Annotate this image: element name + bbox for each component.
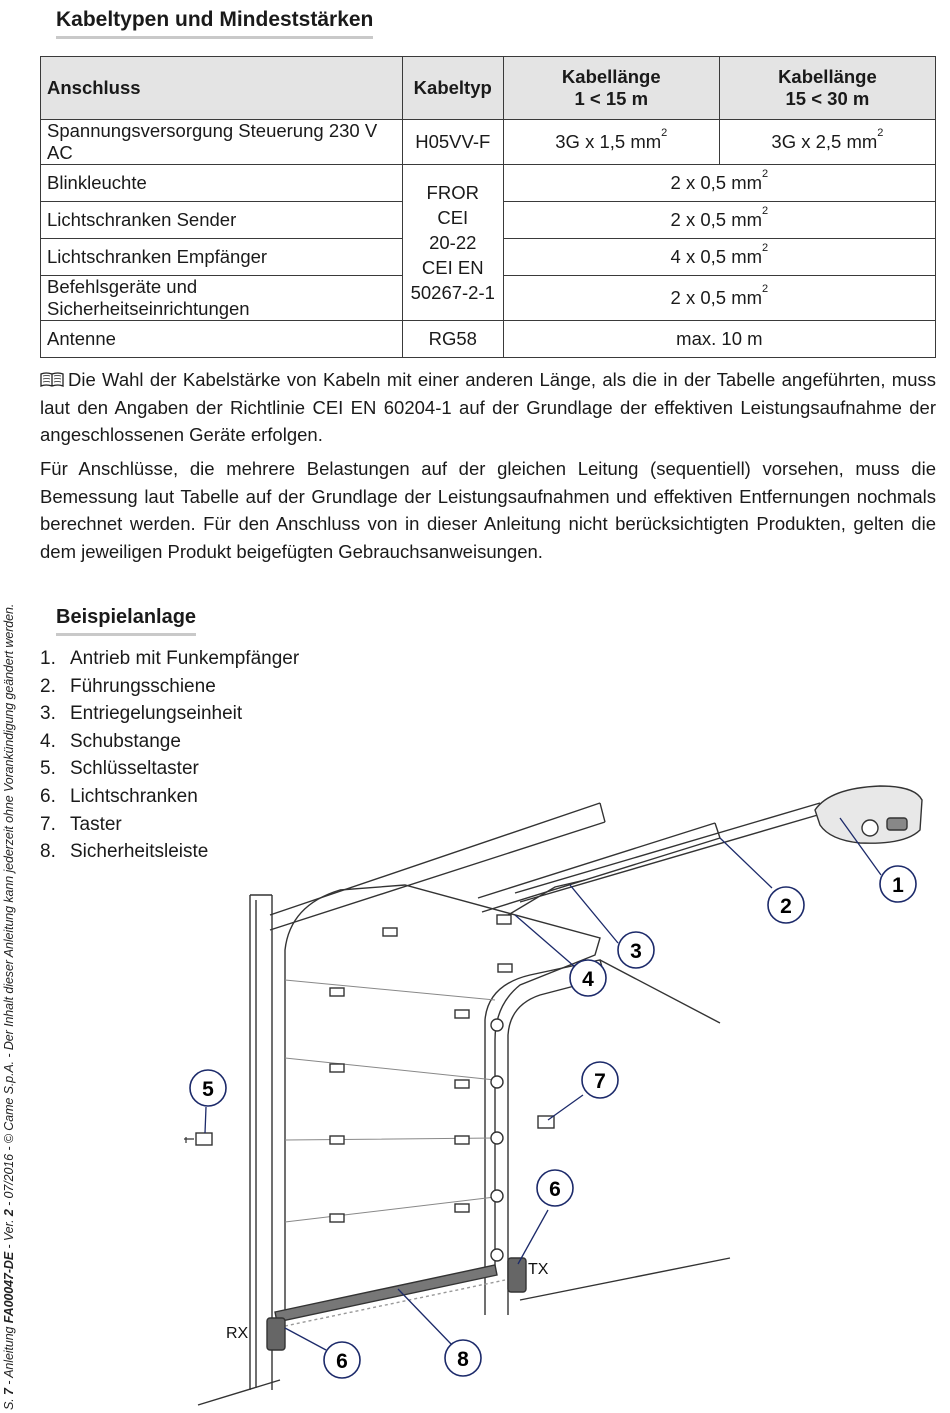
item-label: Taster	[70, 813, 122, 835]
item-number: 2.	[40, 675, 56, 697]
cell-connection: Spannungsversorgung Steuerung 230 V AC	[41, 120, 403, 165]
item-number: 1.	[40, 648, 56, 669]
cable-table	[40, 56, 936, 358]
item-label: Führungsschiene	[70, 675, 216, 697]
book-icon	[40, 372, 64, 388]
note-paragraph	[40, 366, 936, 449]
header-length-long-l1: Kabellänge	[778, 66, 877, 87]
header-length-short	[503, 57, 719, 120]
cell-connection: Befehlsgeräte und Sicherheitseinrichtungen	[41, 276, 403, 321]
cell-connection: Lichtschranken Empfänger	[41, 239, 403, 276]
cell-len2	[719, 120, 935, 165]
cell-value-merged	[503, 165, 935, 202]
item-label: Antrieb mit Funkempfänger	[70, 648, 300, 669]
cell-connection: Lichtschranken Sender	[41, 202, 403, 239]
header-length-short-l2: 1 < 15 m	[574, 88, 649, 109]
note-text: Die Wahl der Kabelstärke von Kabeln mit einer anderen Länge, als die in der Tabelle angeführten, muss laut den Angaben der Richtlinie CEI EN 60204-1 auf der Grundlage der effektiven Leistungsaufnahme der angeschlossenen Geräte erfolgen.	[40, 369, 936, 445]
callout-1: 1	[892, 874, 904, 897]
safety-edge	[275, 1265, 497, 1322]
tx-label: TX	[528, 1261, 549, 1278]
list-item	[40, 728, 299, 756]
operator-panel	[887, 818, 907, 830]
item-label: Sicherheitsleiste	[70, 841, 209, 863]
item-number: 6.	[40, 785, 56, 807]
callout-6-rx: 6	[336, 1350, 348, 1373]
callout-5: 5	[202, 1078, 214, 1101]
door-rollers	[491, 1019, 503, 1261]
superscript: 2	[661, 127, 668, 139]
header-length-short-l1: Kabellänge	[561, 66, 661, 87]
shared-type-l3: CEI EN	[421, 257, 484, 278]
garage-structure	[184, 786, 922, 1405]
superscript: 2	[762, 242, 769, 254]
callout-2: 2	[780, 895, 792, 918]
rail-guide-line	[600, 960, 720, 1023]
item-number: 3.	[40, 703, 56, 725]
list-item	[40, 645, 299, 673]
cell-value: 2 x 0,5 mm	[670, 172, 763, 193]
item-number: 5.	[40, 758, 56, 780]
item-number: 8.	[40, 841, 56, 863]
superscript: 2	[762, 205, 769, 217]
cell-value: 3G x 1,5 mm	[555, 131, 662, 152]
cell-type: RG58	[402, 321, 503, 358]
superscript: 2	[762, 283, 769, 295]
rod-bracket	[497, 915, 511, 924]
page-number: 7	[2, 1388, 16, 1396]
table-header-row	[41, 57, 936, 120]
sidebar-sep: - Anleitung	[2, 1323, 16, 1389]
header-cable-type: Kabeltyp	[402, 57, 503, 120]
version-number: 2	[2, 1209, 16, 1217]
ceiling-beam	[270, 803, 605, 930]
cell-value-merged: max. 10 m	[503, 321, 935, 358]
cell-value-merged	[503, 276, 935, 321]
header-length-long	[719, 57, 935, 120]
cell-value: 2 x 0,5 mm	[670, 209, 763, 230]
photocell-tx	[508, 1258, 526, 1292]
shared-type-l2: 20-22	[429, 232, 477, 253]
list-item	[40, 700, 299, 728]
key-icon	[184, 1137, 194, 1143]
cell-value: 3G x 2,5 mm	[771, 131, 878, 152]
manual-code: FA00047-DE	[2, 1251, 16, 1324]
example-section-title: Beispielanlage	[56, 606, 196, 636]
cell-value: 4 x 0,5 mm	[670, 246, 763, 267]
table-row	[41, 321, 936, 358]
left-post	[250, 895, 272, 1390]
cell-shared-type	[402, 165, 503, 321]
table-row	[41, 120, 936, 165]
item-label: Schubstange	[70, 730, 181, 752]
cell-value-merged	[503, 239, 935, 276]
copyright-text: - 07/2016 - © Came S.p.A. - Der Inhalt dieser Anleitung kann jederzeit ohne Vorankündigung geändert werden.	[2, 603, 16, 1210]
cell-type: H05VV-F	[402, 120, 503, 165]
shared-type-l4: 50267-2-1	[410, 282, 495, 303]
header-connection: Anschluss	[41, 57, 403, 120]
cell-value-merged	[503, 202, 935, 239]
rx-label: RX	[226, 1325, 249, 1342]
cable-section-title: Kabeltypen und Mindeststärken	[56, 8, 373, 39]
callout-8: 8	[457, 1348, 469, 1371]
body-paragraph: Für Anschlüsse, die mehrere Belastungen auf der gleichen Leitung (sequentiell) vorsehen, muss die Bemessung laut Tabelle auf der Grundlage der Leistungsaufnahmen und effektiven Entfernungen nochmals berechnet werden. Für den Anschluss von in dieser Anleitung nicht berücksichtigten Produkten, gelten die dem jeweiligen Produkt beigefügten Gebrauchsanweisungen.	[40, 458, 936, 562]
door-outline	[285, 885, 600, 1310]
superscript: 2	[762, 168, 769, 180]
header-length-long-l2: 15 < 30 m	[785, 88, 870, 109]
item-number: 7.	[40, 813, 56, 835]
callout-7: 7	[594, 1070, 606, 1093]
key-selector-box	[196, 1133, 212, 1145]
cell-len1	[503, 120, 719, 165]
operator-light	[862, 820, 878, 836]
item-label: Schlüsseltaster	[70, 758, 199, 780]
version-prefix: - Ver.	[2, 1216, 16, 1252]
superscript: 2	[877, 127, 884, 139]
callout-4: 4	[582, 968, 594, 991]
table-row	[41, 165, 936, 202]
shared-type-l1: FROR CEI	[426, 182, 479, 228]
sidebar-prefix: S.	[2, 1395, 16, 1410]
photocell-rx	[267, 1318, 285, 1350]
list-item	[40, 673, 299, 701]
item-number: 4.	[40, 730, 56, 752]
item-label: Lichtschranken	[70, 785, 198, 807]
installation-drawing	[0, 770, 950, 1413]
cell-connection: Blinkleuchte	[41, 165, 403, 202]
cell-value: 2 x 0,5 mm	[670, 287, 763, 308]
cell-connection: Antenne	[41, 321, 403, 358]
item-label: Entriegelungseinheit	[70, 703, 243, 725]
callout-3: 3	[630, 940, 642, 963]
callout-6-tx: 6	[549, 1178, 561, 1201]
